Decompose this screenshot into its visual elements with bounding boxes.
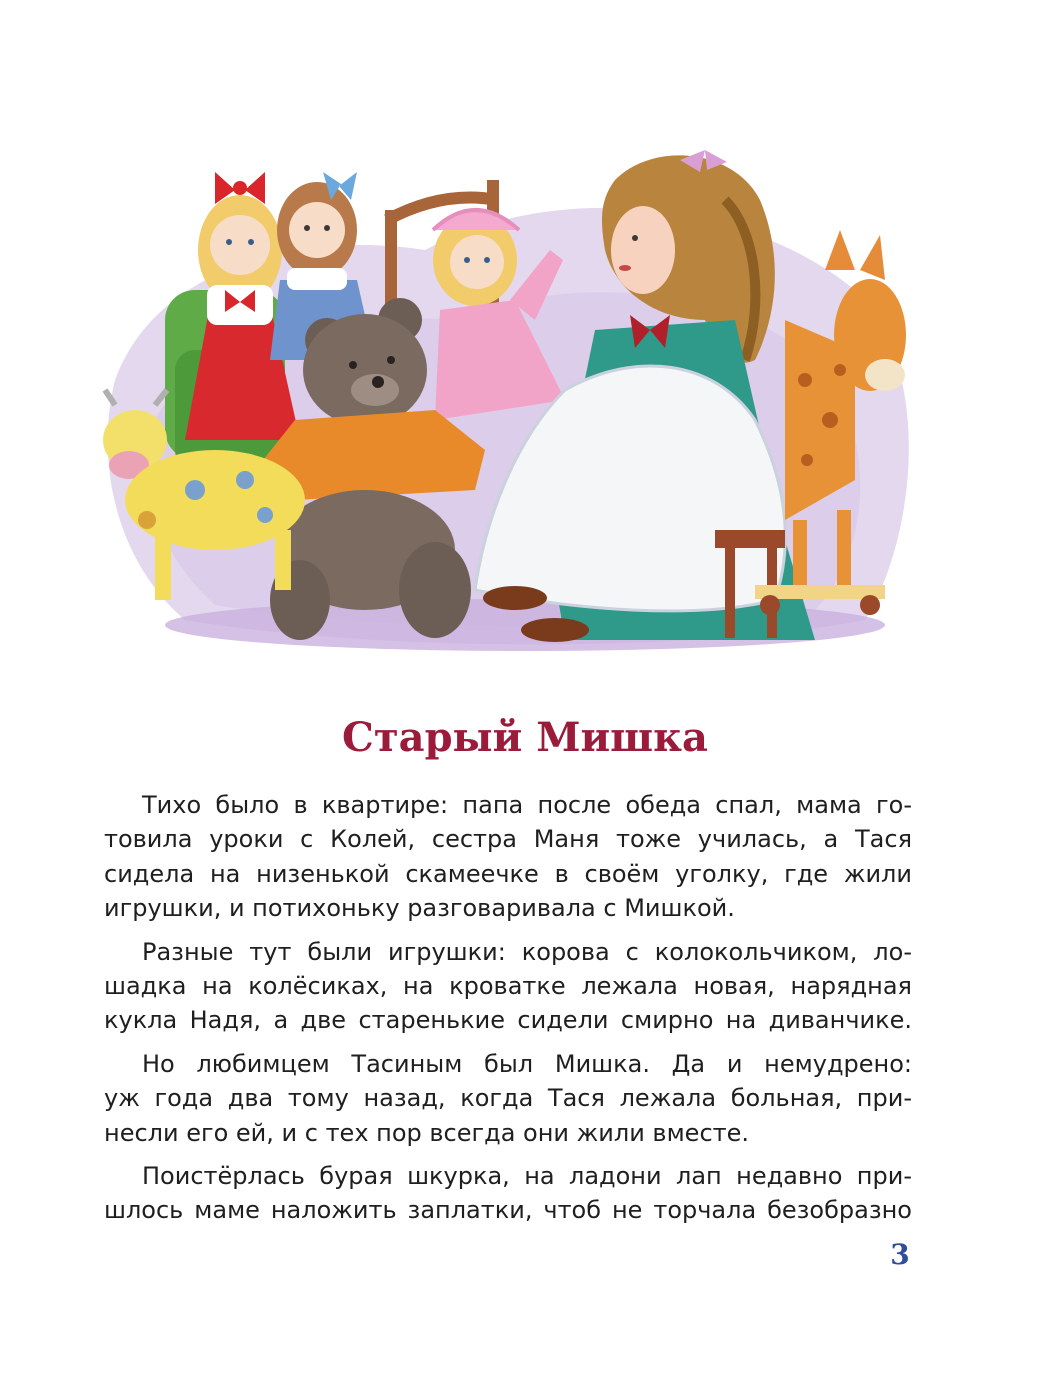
story-illustration <box>95 120 925 660</box>
page-number: 3 <box>890 1238 910 1271</box>
text-line: несли его ей, и с тех пор всегда они жили вместе. <box>104 1118 750 1147</box>
text-line: Но любимцем Тасиным был Мишка. Да и немудрено: <box>142 1049 912 1078</box>
text-line: товила уроки с Колей, сестра Маня тоже училась, а Тася <box>104 825 912 854</box>
text-line: Тихо было в квартире: папа после обеда спал, мама го- <box>142 791 912 819</box>
text-line: Разные тут были игрушки: корова с колокольчиком, ло- <box>142 937 912 966</box>
story-title: Старый Мишка <box>342 714 708 761</box>
text-line: Поистёрлась бурая шкурка, на ладони лап недавно при- <box>142 1161 912 1190</box>
text-line: кукла Надя, а две старенькие сидели смирно на диванчике. <box>104 1006 912 1035</box>
text-line: игрушки, и потихоньку разговаривала с Мишкой. <box>104 894 735 923</box>
text-line: уж года два тому назад, когда Тася лежала больная, при- <box>104 1084 912 1113</box>
text-line: шлось маме наложить заплатки, чтоб не торчала безобразно <box>104 1196 912 1225</box>
text-line: шадка на колёсиках, на кроватке лежала новая, нарядная <box>104 971 912 1000</box>
story-text <box>104 788 912 1228</box>
text-line: сидела на низенькой скамеечке в своём уголку, где жили <box>104 859 912 888</box>
